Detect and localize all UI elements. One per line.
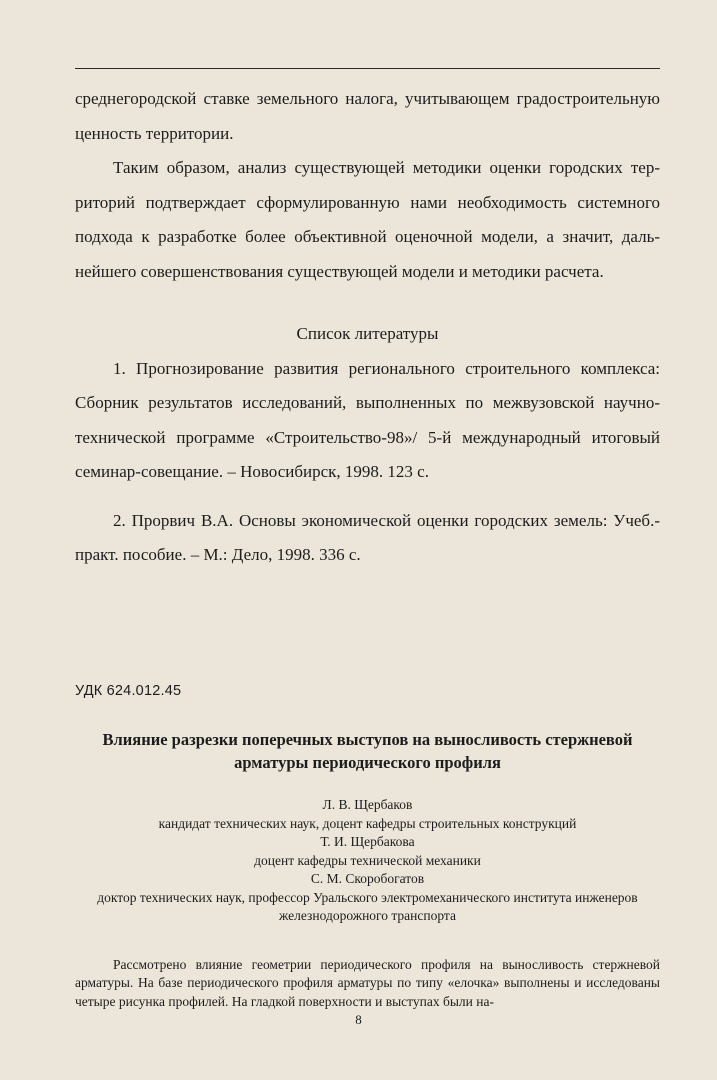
abstract-text: Рассмотрено влияние геометрии периодического профиля на выносливость стержневой арматуры. На базе периодического профиля арматуры по типу «елочка» выполнены и исследованы четыре рисунка профилей. На гладкой поверхности и выступах были на- (75, 956, 660, 1009)
author-name: С. М. Скоробогатов (310, 871, 425, 886)
page-number: 8 (355, 1012, 362, 1027)
header-rule (75, 68, 660, 69)
body-paragraph-2: Таким образом, анализ существующей методики оценки городских территорий подтверждает сформулированную нами необходимость системного подхода к разработке более объективной оценочной модели, а значит, дальнейшего совершенствования существующей модели и методики расчета. (75, 158, 660, 281)
author-name: Л. В. Щербаков (322, 797, 413, 812)
reference-item-1: 1. Прогнозирование развития регионального строительного комплекса: Сборник результатов исследований, выполненных по межвузовской научнотехнической программе «Строительство-98»/ 5-й международный итоговый семинар-совещание. – Новосибирск, 1998. 123 с. (75, 358, 660, 481)
author-name: Т. И. Щербакова (320, 834, 415, 849)
authors-block (75, 796, 660, 926)
reference-item-2: 2. Прорвич В.А. Основы экономической оценки городских земель: Учеб.-практ. пособие. – М.: Дело, 1998. 336 с. (75, 510, 660, 564)
udk-code: УДК 624.012.45 (75, 683, 182, 699)
references-list (75, 352, 660, 573)
abstract (75, 956, 660, 1012)
body-paragraph-1: среднегородской ставке земельного налога, учитывающем градостроительную ценность территории. (75, 89, 660, 143)
author-position: кандидат технических наук, доцент кафедры строительных конструкций (158, 815, 577, 831)
author-position: доктор технических наук, профессор Уральского электромеханического института инженеров железнодорожного транспорта (97, 889, 638, 923)
references-title: Список литературы (296, 324, 439, 343)
article-title: Влияние разрезки поперечных выступов на выносливость стержневой арматуры периодического профиля (102, 730, 633, 772)
main-text (75, 82, 660, 573)
author-position: доцент кафедры технической механики (254, 852, 481, 868)
article-header (75, 728, 660, 1011)
